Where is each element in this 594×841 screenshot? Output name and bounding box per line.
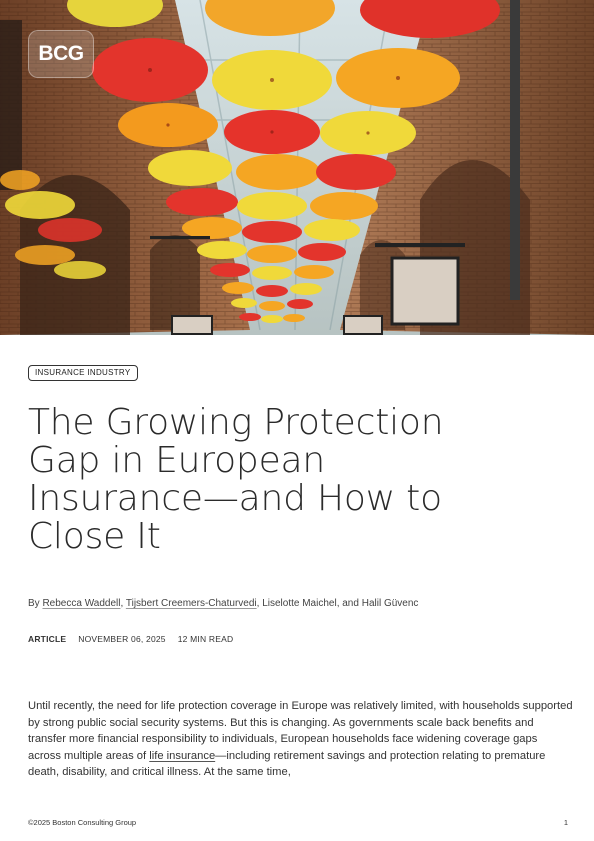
author-halil-guvenc: Halil Güvenc (361, 598, 419, 609)
author-liselotte-maichel: Liselotte Maichel (262, 598, 337, 609)
byline-separator: , (120, 598, 126, 609)
content-type: ARTICLE (28, 634, 67, 644)
logo-text: BCG (38, 42, 84, 65)
body-text-part-2: —including retirement savings and protection relating to premature death, disability, and critical illness. At the same time, (28, 749, 546, 779)
body-text-part-1: Until recently, the need for life protection coverage in Europe was relatively limited, with households supported by strong public social security systems. But this is changing. As governments scale back benefits and transfer more financial responsibility to individuals, European households face widening coverage gaps across multiple areas of (28, 700, 573, 762)
byline-separator: , and (336, 598, 362, 609)
industry-tag[interactable]: INSURANCE INDUSTRY (28, 365, 138, 381)
hero-image (0, 0, 594, 335)
author-link-tijsbert-creemers-chaturvedi[interactable]: Tijsbert Creemers-Chaturvedi (125, 598, 257, 609)
bcg-logo (28, 30, 94, 78)
article-title: The Growing Protection Gap in European Insurance—and How to Close It (28, 402, 444, 557)
read-time: 12 MIN READ (177, 634, 234, 644)
byline (28, 598, 568, 609)
article-body-paragraph (28, 698, 573, 781)
publish-date: NOVEMBER 06, 2025 (78, 634, 166, 644)
article-meta (28, 634, 233, 644)
page-number: 1 (563, 818, 568, 827)
life-insurance-link[interactable]: life insurance (149, 749, 216, 762)
author-link-rebecca-waddell[interactable]: Rebecca Waddell (42, 598, 121, 609)
byline-prefix: By (28, 598, 43, 609)
byline-separator: , (256, 598, 263, 609)
copyright: ©2025 Boston Consulting Group (28, 818, 137, 827)
